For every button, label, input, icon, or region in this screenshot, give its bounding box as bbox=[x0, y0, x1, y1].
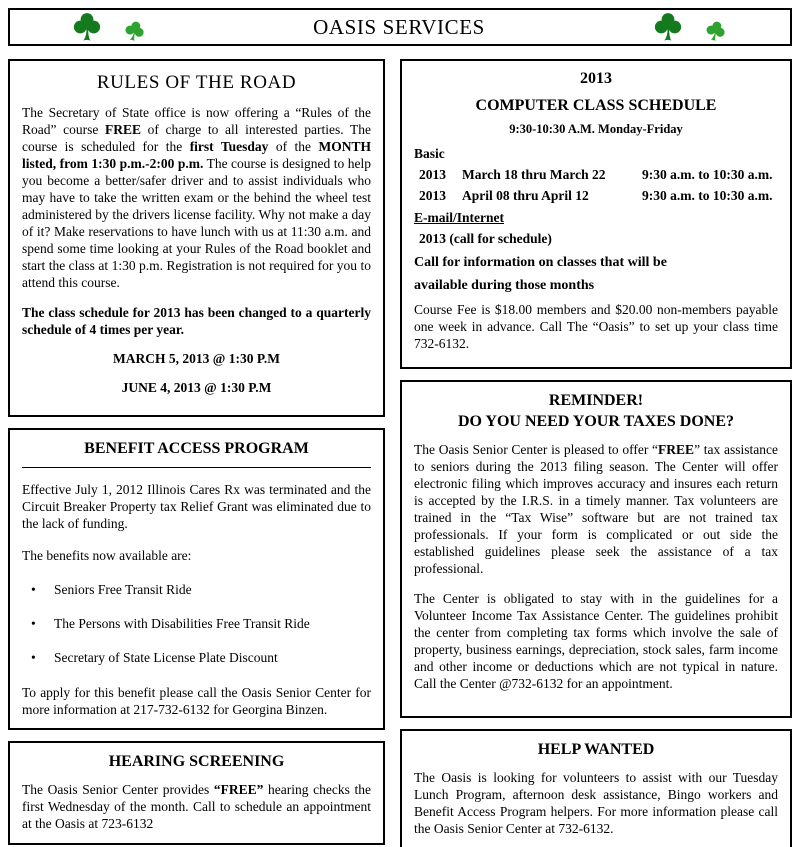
call-info-line-1: Call for information on classes that will be bbox=[414, 255, 667, 270]
help-wanted-title: HELP WANTED bbox=[537, 741, 655, 758]
rules-title: RULES OF THE ROAD bbox=[96, 72, 297, 93]
left-column bbox=[8, 59, 385, 847]
shamrock-icon bbox=[72, 11, 102, 44]
section-rules-of-the-road bbox=[8, 59, 385, 417]
email-internet-label: E-mail/Internet bbox=[414, 210, 504, 225]
taxes-paragraph-1: The Oasis Senior Center is pleased to offer “FREE” tax assistance to seniors during the 2013 filing season. The Center will offer electronic filing which improves accuracy and insures each return is accepted by the I.R.S. in a timely manner. Tax volunteers are trained in the “Tax Wise” software but are not trained tax professionals. If your form is complicated or out side the established guidelines please seek the assistance of a tax professional. bbox=[414, 442, 778, 576]
call-info-line-2: available during those months bbox=[414, 278, 595, 293]
computer-title: COMPUTER CLASS SCHEDULE bbox=[475, 97, 717, 114]
hearing-paragraph: The Oasis Senior Center provides “FREE” hearing checks the first Wednesday of the month. Call to schedule an appointment at the Oasis at 723-6132 bbox=[22, 782, 371, 831]
list-item: • Secretary of State License Plate Discount bbox=[22, 650, 371, 666]
section-help-wanted bbox=[400, 729, 792, 847]
shamrock-icon bbox=[703, 18, 729, 45]
schedule-dates: April 08 thru April 12 bbox=[462, 188, 589, 203]
schedule-time: 9:30 a.m. to 10:30 a.m. bbox=[642, 167, 773, 182]
benefit-apply-paragraph: To apply for this benefit please call the Oasis Senior Center for more information at 217-732-6132 for Georgina Binzen. bbox=[22, 685, 371, 717]
section-hearing-screening bbox=[8, 741, 385, 845]
schedule-dates: March 18 thru March 22 bbox=[462, 167, 606, 182]
rules-intro-paragraph: The Secretary of State office is now offering a “Rules of the Road” course FREE of charge to all interested parties. The course is scheduled for the first Tuesday of the MONTH listed, from 1:30 p.m.-2:00 p.m. The course is designed to help you become a better/safer driver and to assist individuals who may have to take the written exam or the behind the wheel test administered by the drivers license facility. Why not make a day of it? Make reservations to have lunch with us at 11:30 a.m. and spend some time looking at your Rules of the Road booklet and start the class at 1:30 p.m. Registration is not required for you to attend this course. bbox=[22, 105, 371, 290]
taxes-paragraph-2: The Center is obligated to stay with in the guidelines for a Volunteer Income Tax Assistance Center. The guidelines prohibit the center from completing tax forms which involve the sale of property, business earnings, depreciation, stock sales, farm income and other income or deductions which are not typical in nature. Call the Center @732-6132 for an appointment. bbox=[414, 591, 778, 691]
rules-class-date: JUNE 4, 2013 @ 1:30 P.M bbox=[121, 380, 272, 395]
page-title: OASIS SERVICES bbox=[313, 14, 485, 39]
schedule-year: 2013 bbox=[419, 188, 446, 203]
email-schedule-line: 2013 (call for schedule) bbox=[419, 231, 552, 246]
basic-section-label: Basic bbox=[414, 146, 445, 161]
rules-schedule-note: The class schedule for 2013 has been changed to a quarterly schedule of 4 times per year. bbox=[22, 305, 371, 337]
content-columns bbox=[8, 59, 792, 847]
shamrock-group-left bbox=[72, 11, 145, 44]
section-tax-reminder bbox=[400, 380, 792, 718]
taxes-title: DO YOU NEED YOUR TAXES DONE? bbox=[457, 413, 735, 430]
course-fee-paragraph: Course Fee is $18.00 members and $20.00 non-members payable one week in advance. Call The “Oasis” to set up your class time 732-6132. bbox=[414, 302, 778, 351]
benefit-list bbox=[22, 582, 371, 666]
schedule-row bbox=[414, 167, 778, 183]
list-item: • The Persons with Disabilities Free Transit Ride bbox=[22, 616, 371, 632]
shamrock-group-right bbox=[653, 11, 726, 44]
schedule-time: 9:30 a.m. to 10:30 a.m. bbox=[642, 188, 773, 203]
reminder-title: REMINDER! bbox=[548, 392, 644, 409]
benefit-title: BENEFIT ACCESS PROGRAM bbox=[22, 440, 371, 468]
help-wanted-paragraph: The Oasis is looking for volunteers to assist with our Tuesday Lunch Program, afternoon desk assistance, Bingo workers and Benefit Access Program helpers. For more information please call the Oasis Senior Center at 732-6132. bbox=[414, 770, 778, 836]
schedule-row bbox=[414, 188, 778, 204]
shamrock-icon bbox=[122, 18, 148, 45]
section-benefit-access-program bbox=[8, 428, 385, 730]
section-computer-class-schedule bbox=[400, 59, 792, 369]
computer-year-heading: 2013 bbox=[580, 70, 612, 87]
benefit-intro-paragraph: Effective July 1, 2012 Illinois Cares Rx was terminated and the Circuit Breaker Property tax Relief Grant was eliminated due to the lack of funding. bbox=[22, 482, 371, 531]
benefit-list-label: The benefits now available are: bbox=[22, 548, 192, 563]
computer-time-subtitle: 9:30-10:30 A.M. Monday-Friday bbox=[509, 122, 683, 136]
list-item: • Seniors Free Transit Ride bbox=[22, 582, 371, 598]
rules-class-date: MARCH 5, 2013 @ 1:30 P.M bbox=[113, 351, 280, 366]
schedule-year: 2013 bbox=[419, 167, 446, 182]
right-column bbox=[400, 59, 792, 847]
shamrock-icon bbox=[653, 11, 683, 44]
hearing-title: HEARING SCREENING bbox=[108, 753, 285, 770]
masthead bbox=[8, 8, 792, 46]
